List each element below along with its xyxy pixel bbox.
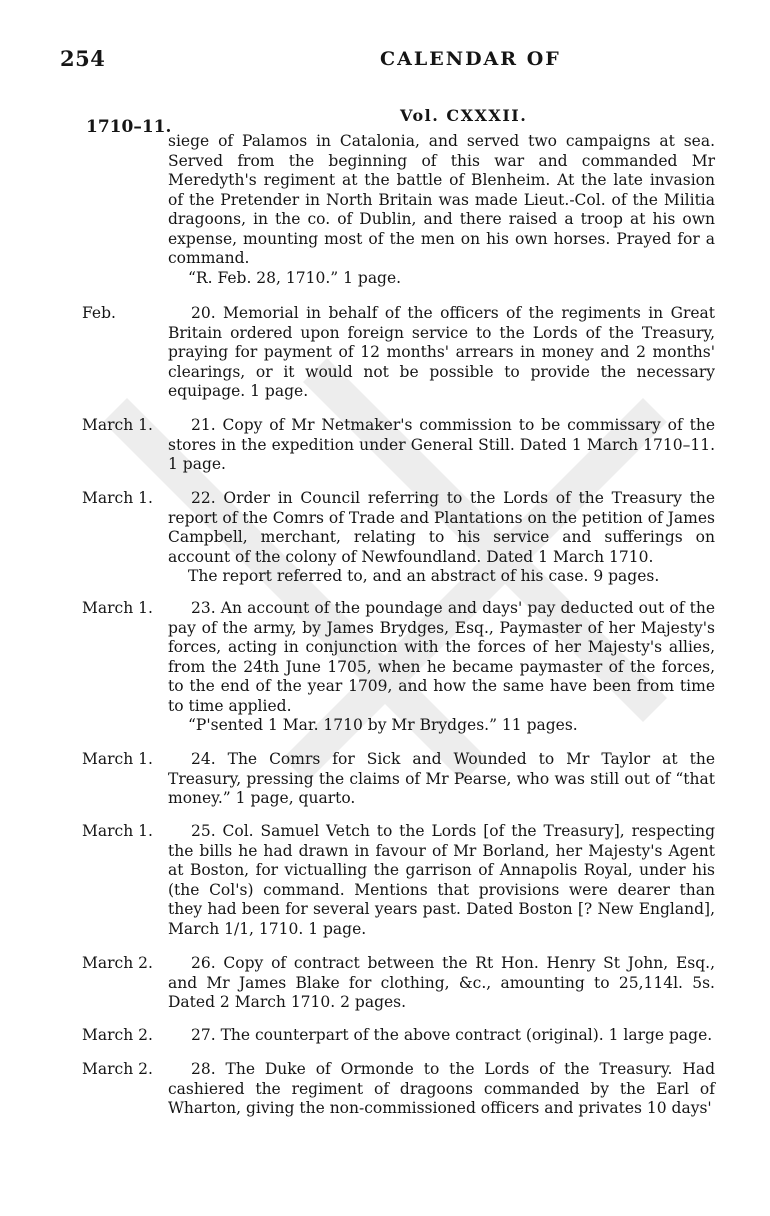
- entry-date: March 1.: [82, 599, 153, 617]
- page-number: 254: [60, 46, 106, 71]
- continuation-block: [168, 132, 715, 288]
- volume-heading: Vol. CXXXII.: [400, 106, 528, 125]
- entry-date: March 1.: [82, 750, 153, 768]
- entry-text: 25. Col. Samuel Vetch to the Lords [of the Treasury], respecting the bills he had drawn in favour of Mr Borland, her Majesty's Agent at Boston, for victualling the garrison of Annapolis Royal, under his (the Col's) command. Mentions that provisions were dearer than they had been for several years past. Dated Boston [? New England], March 1/1, 1710. 1 page.: [168, 822, 715, 938]
- year-label: 1710–11.: [86, 117, 172, 137]
- entry-date: March 1.: [82, 489, 153, 507]
- entry-text: 23. An account of the poundage and days' pay deducted out of the pay of the army, by James Brydges, Esq., Paymaster of her Majesty's forces, acting in conjunction with the forces of her Majesty's allies, from the 24th June 1705, when he became paymaster of the forces, to the end of the year 1709, and how the same have been from time to time applied.: [168, 599, 715, 715]
- entry-body: [168, 599, 715, 736]
- entry-note: “P'sented 1 Mar. 1710 by Mr Brydges.” 11 pages.: [188, 716, 578, 734]
- entry-date: Feb.: [82, 304, 116, 322]
- running-title: CALENDAR OF: [380, 48, 561, 70]
- entry-text: 26. Copy of contract between the Rt Hon. Henry St John, Esq., and Mr James Blake for clothing, &c., amounting to 25,114l. 5s. Dated 2 March 1710. 2 pages.: [168, 954, 715, 1011]
- entry-text: 22. Order in Council referring to the Lords of the Treasury the report of the Comrs of Trade and Plantations on the petition of James Campbell, merchant, relating to his service and sufferings on account of the colony of Newfoundland. Dated 1 March 1710.: [168, 489, 715, 566]
- entry-text: 24. The Comrs for Sick and Wounded to Mr Taylor at the Treasury, pressing the claims of Mr Pearse, who was still out of “that money.” 1 page, quarto.: [168, 750, 715, 807]
- entry-date: March 2.: [82, 1026, 153, 1044]
- entry-text: 20. Memorial in behalf of the officers of the regiments in Great Britain ordered upon foreign service to the Lords of the Treasury, praying for payment of 12 months' arrears in money and 2 months' clearings, or it would not be possible to provide the necessary equipage. 1 page.: [168, 304, 715, 400]
- entry-text: 27. The counterpart of the above contract (original). 1 large page.: [191, 1026, 713, 1044]
- entry-text: 28. The Duke of Ormonde to the Lords of the Treasury. Had cashiered the regiment of dragoons commanded by the Earl of Wharton, giving the non-commissioned officers and privates 10 days': [168, 1060, 715, 1117]
- entry-note: The report referred to, and an abstract of his case. 9 pages.: [188, 567, 660, 585]
- entry-date: March 1.: [82, 822, 153, 840]
- entry-date: March 2.: [82, 1060, 153, 1078]
- entry-text: 21. Copy of Mr Netmaker's commission to be commissary of the stores in the expedition under General Still. Dated 1 March 1710–11. 1 page.: [168, 416, 715, 473]
- continuation-text: siege of Palamos in Catalonia, and served two campaigns at sea. Served from the beginning of this war and commanded Mr Meredyth's regiment at the battle of Blenheim. At the late invasion of the Pretender in North Britain was made Lieut.-Col. of the Militia dragoons, in the co. of Dublin, and there raised a troop at his own expense, mounting most of the men on his own horses. Prayed for a command.: [168, 132, 715, 267]
- entry-date: March 2.: [82, 954, 153, 972]
- entry-body: [168, 489, 715, 587]
- continuation-note: “R. Feb. 28, 1710.” 1 page.: [188, 268, 402, 287]
- entry-date: March 1.: [82, 416, 153, 434]
